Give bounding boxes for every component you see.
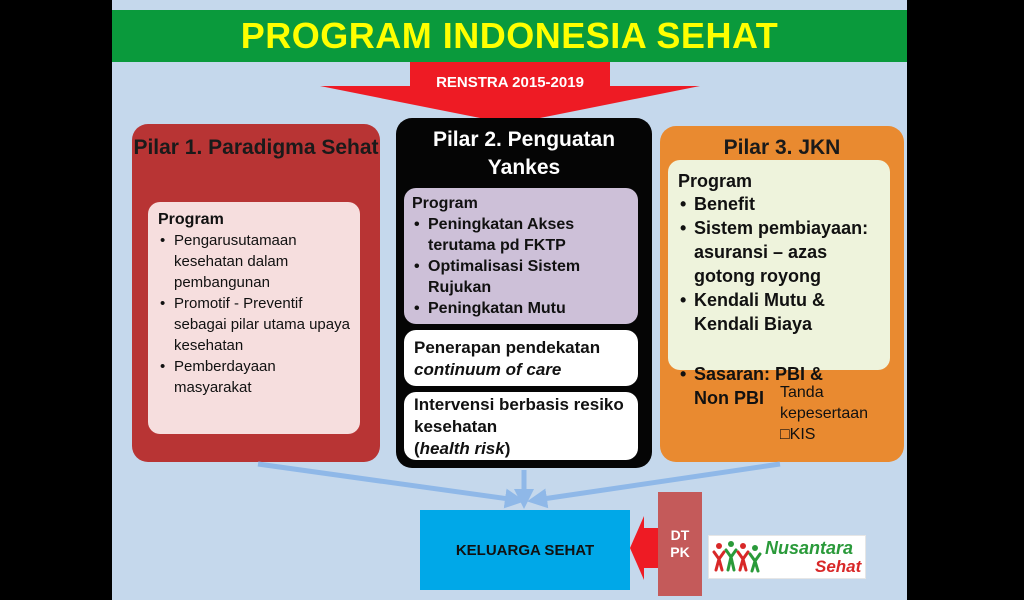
continuum-text: Penerapan pendekatan — [414, 338, 601, 357]
health-risk-italic: health risk — [419, 439, 505, 458]
dtpk-line-2: PK — [670, 544, 690, 560]
pillar-1-program-label: Program — [158, 211, 224, 228]
list-item: • Kendali Mutu & Kendali Biaya — [678, 288, 884, 336]
slide-title: PROGRAM INDONESIA SEHAT — [240, 15, 779, 56]
list-item: • Sistem pembiayaan: asuransi – azas gotong royong — [678, 216, 884, 288]
list-item: • Benefit — [678, 192, 884, 216]
logo-text-top: Nusantara — [765, 538, 854, 558]
keluarga-sehat-box — [420, 510, 630, 590]
paren-close: ) — [504, 439, 511, 458]
nusantara-sehat-logo — [708, 535, 866, 579]
keluarga-sehat-label: KELUARGA SEHAT — [455, 541, 595, 559]
slide — [112, 0, 907, 600]
list-item: • Promotif - Preventif sebagai pilar utama upaya kesehatan — [158, 293, 352, 356]
logo-text-bottom: Sehat — [815, 557, 862, 576]
continuum-italic: continuum of care — [414, 360, 562, 379]
pillar-3-program-label: Program — [678, 171, 753, 191]
list-item: • Pengarusutamaan kesehatan dalam pembangunan — [158, 230, 352, 293]
arrow-dtpk — [630, 516, 658, 580]
list-item: • Peningkatan Mutu — [412, 298, 630, 319]
list-item: • Optimalisasi Sistem Rujukan — [412, 256, 630, 298]
pillar-1-title: Pilar 1. Paradigma Sehat — [133, 136, 379, 159]
people-icon — [711, 537, 765, 577]
pillar-3-title: Pilar 3. JKN — [723, 136, 841, 159]
list-item: • Peningkatan Akses terutama pd FKTP — [412, 214, 630, 256]
tanda-kepesertaan: Tanda kepesertaan □KIS — [780, 384, 869, 443]
health-risk-text: Intervensi berbasis resiko kesehatan — [414, 395, 624, 436]
arrow-pillar-1 — [258, 464, 516, 500]
renstra-label: RENSTRA 2015-2019 — [436, 74, 584, 91]
pillar-2-title: Pilar 2. Penguatan Yankes — [432, 128, 616, 179]
dtpk-box — [658, 492, 702, 596]
pillar-2-program-label: Program — [412, 195, 478, 212]
list-item: • Sasaran: PBI & Non PBI — [678, 362, 862, 410]
paren-open: ( — [414, 439, 420, 458]
list-item: • Pemberdayaan masyarakat — [158, 356, 352, 398]
dtpk-line-1: DT — [670, 527, 690, 543]
